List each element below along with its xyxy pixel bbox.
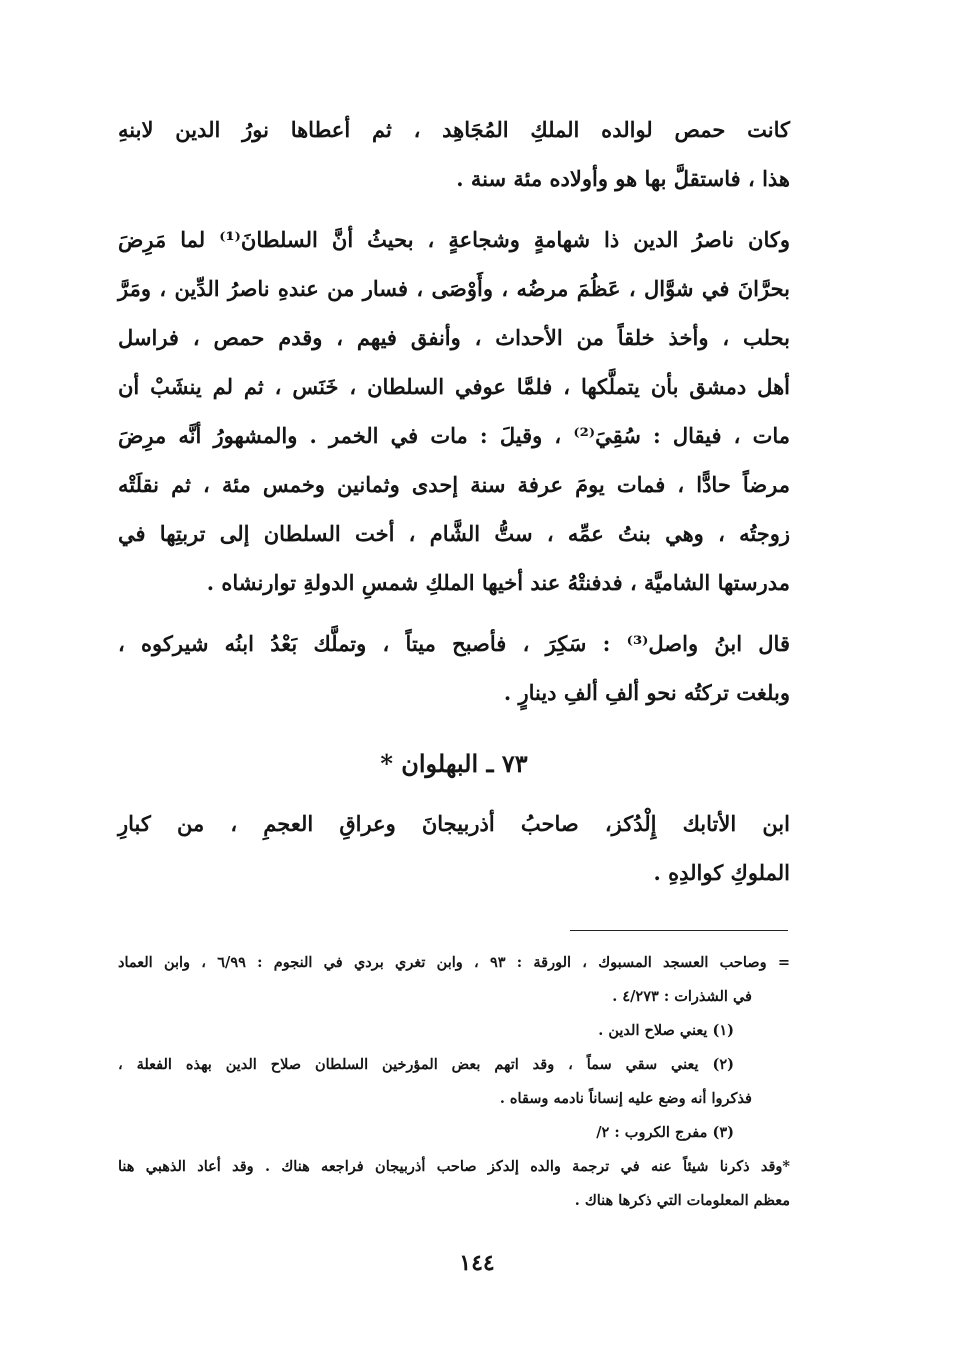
body-line: بحلب ، وأخذ خلقاً من الأحداث ، وأنفق فيهم ، وقدم حمص ، فراسل bbox=[118, 325, 790, 350]
body-line: زوجتُه ، وهي بنتُ عمِّه ، ستُّ الشَّام ، أخت السلطان إلى تربتِها في bbox=[118, 521, 790, 546]
body-line: هذا ، فاستقلَّ بها هو وأولاده مئة سنة . bbox=[456, 166, 790, 191]
body-line: وكان ناصرُ الدين ذا شهامةٍ وشجاعةٍ ، بحيثُ أنَّ السلطانَ⁽¹⁾ لما مَرِضَ bbox=[118, 227, 791, 252]
main-text bbox=[118, 105, 790, 897]
body-line: بحرَّانَ في شوَّال ، عَظُمَ مرضُه ، وأَوْصَى ، فسار من عندهِ ناصرُ الدِّين ، ومَرَّ bbox=[118, 276, 790, 301]
footnote-line: فذكروا أنه وضع عليه إنساناً نادمه وسقاه . bbox=[499, 1090, 752, 1107]
footnote-line: في الشذرات : ٤/٢٧٣ . bbox=[612, 988, 752, 1005]
body-line: وبلغت تركتُه نحو ألفِ ألفِ دينارٍ . bbox=[503, 680, 790, 705]
entry-heading: ٧٣ ـ البهلوان * bbox=[380, 749, 528, 778]
footnote-line: *وقد ذكرنا شيئاً عنه في ترجمة والده إلدكز صاحب أذربيجان فراجعه هناك . وقد أعاد الذهبي هنا bbox=[118, 1158, 790, 1175]
footnote-line: (٢) يعني سقي سماً ، وقد اتهم بعض المؤرخين السلطان صلاح الدين بهذه الفعلة ، bbox=[118, 1056, 734, 1073]
footnotes bbox=[118, 946, 790, 1218]
body-line: قال ابنُ واصل⁽³⁾ : سَكِرَ ، فأصبح ميتاً ، وتملَّك بَعْدُ ابنُه شيركوه ، bbox=[118, 631, 790, 656]
body-line: مدرستها الشاميَّة ، فدفنتْهُ عند أخيها الملكِ شمسِ الدولةِ توارنشاه . bbox=[206, 570, 790, 595]
entry-line: ابن الأتابك إِلْدُكز، صاحبُ أذربيجانَ وعراقِ العجمِ ، من كبارِ bbox=[118, 811, 790, 836]
page-number: ١٤٤ bbox=[459, 1250, 495, 1276]
footnote-separator bbox=[570, 930, 788, 931]
footnote-line: = وصاحب العسجد المسبوك ، الورقة : ٩٣ ، وابن تغري بردي في النجوم : ٦/٩٩ ، وابن العماد bbox=[118, 954, 790, 971]
footnote-line: (١) يعني صلاح الدين . bbox=[598, 1022, 734, 1039]
footnote-line: (٣) مفرج الكروب : ٢/ bbox=[596, 1124, 734, 1141]
body-line: أهل دمشق بأن يتملَّكها ، فلمَّا عوفي السلطان ، خَنَس ، ثم لم ينشَبْ أن bbox=[118, 374, 790, 399]
body-line: كانت حمص لوالده الملكِ المُجَاهِد ، ثم أعطاها نورُ الدين لابنهِ bbox=[118, 117, 790, 142]
body-line: مات ، فيقال : سُقِيَ⁽²⁾ ، وقيلَ : مات في الخمر . والمشهورُ أنَّه مرِضَ bbox=[118, 423, 791, 448]
footnote-line: معظم المعلومات التي ذكرها هناك . bbox=[574, 1192, 790, 1209]
entry-line: الملوكِ كوالدِهِ . bbox=[653, 860, 790, 885]
body-line: مرضاً حادًّا ، فمات يومَ عرفة سنة إحدى وثمانين وخمس مئة ، ثم نقلَتْه bbox=[118, 472, 790, 497]
